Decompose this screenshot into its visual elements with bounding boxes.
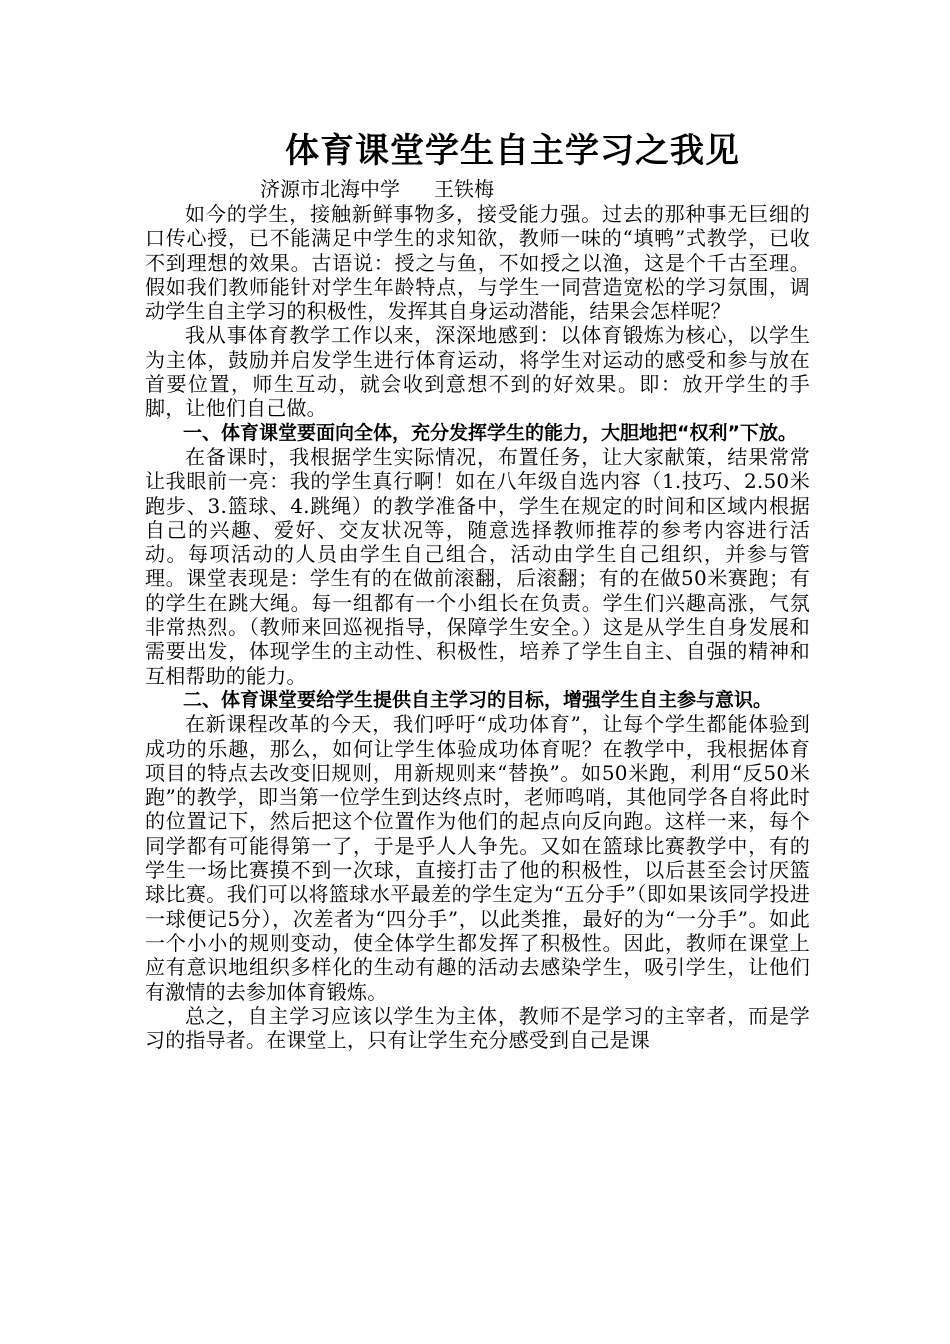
document-body <box>145 126 810 1052</box>
section-heading-1: 一、体育课堂要面向全体，充分发挥学生的能力，大胆地把“权利”下放。 <box>183 421 797 444</box>
paragraph-conclusion: 总之，自主学习应该以学生为主体，教师不是学习的主宰者，而是学习的指导者。在课堂上，只有让学生充分感受到自己是课 <box>145 1003 810 1053</box>
section-heading-2: 二、体育课堂要给学生提供自主学习的目标，增强学生自主参与意识。 <box>183 688 773 711</box>
paragraph-intro: 如今的学生，接触新鲜事物多，接受能力强。过去的那种事无巨细的口传心授，已不能满足中学生的求知欲，教师一味的“填鸭”式教学，已收不到理想的效果。古语说：授之与鱼，不如授之以渔，这是个千古至理。假如我们教师能针对学生年龄特点，与学生一同营造宽松的学习氛围，调动学生自主学习的积极性，发挥其自身运动潜能，结果会怎样呢？ <box>145 202 810 324</box>
author-line <box>145 176 810 202</box>
paragraph-section-2: 在新课程改革的今天，我们呼吁“成功体育”，让每个学生都能体验到成功的乐趣，那么，如何让学生体验成功体育呢？在教学中，我根据体育项目的特点去改变旧规则，用新规则来“替换”。如50米跑，利用“反50米跑”的教学，即当第一位学生到达终点时，老师鸣哨，其他同学各自将此时的位置记下，然后把这个位置作为他们的起点向反向跑。这样一来，每个同学都有可能得第一了，于是乎人人争先。又如在篮球比赛教学中，有的学生一场比赛摸不到一次球，直接打击了他的积极性，以后甚至会讨厌篮球比赛。我们可以将篮球水平最差的学生定为“五分手”（即如果该同学投进一球便记5分），次差者为“四分手”，以此类推，最好的为“一分手”。如此一个小小的规则变动，使全体学生都发挥了积极性。因此，教师在课堂上应有意识地组织多样化的生动有趣的活动去感染学生，吸引学生，让他们有激情的去参加体育锻炼。 <box>145 712 810 1004</box>
school-name: 济源市北海中学 <box>260 177 400 201</box>
document-title: 体育课堂学生自主学习之我见 <box>285 131 740 171</box>
paragraph-experience: 我从事体育教学工作以来，深深地感到：以体育锻炼为核心，以学生为主体，鼓励并启发学生进行体育运动，将学生对运动的感受和参与放在首要位置，师生互动，就会收到意想不到的好效果。即：放开学生的手脚，让他们自己做。 <box>145 323 810 421</box>
paragraph-section-1: 在备课时，我根据学生实际情况，布置任务，让大家献策，结果常常让我眼前一亮：我的学生真行啊！如在八年级自选内容（1.技巧、2.50米跑步、3.篮球、4.跳绳）的教学准备中，学生在规定的时间和区域内根据自己的兴趣、爱好、交友状况等，随意选择教师推荐的参考内容进行活动。每项活动的人员由学生自己组合，活动由学生自己组织，并参与管理。课堂表现是：学生有的在做前滚翻，后滚翻；有的在做50米赛跑；有的学生在跳大绳。每一组都有一个小组长在负责。学生们兴趣高涨，气氛非常热烈。（教师来回巡视指导，保障学生安全。）这是从学生自身发展和需要出发，体现学生的主动性、积极性，培养了学生自主、自强的精神和互相帮助的能力。 <box>145 444 810 688</box>
author-name: 王铁梅 <box>434 177 494 201</box>
